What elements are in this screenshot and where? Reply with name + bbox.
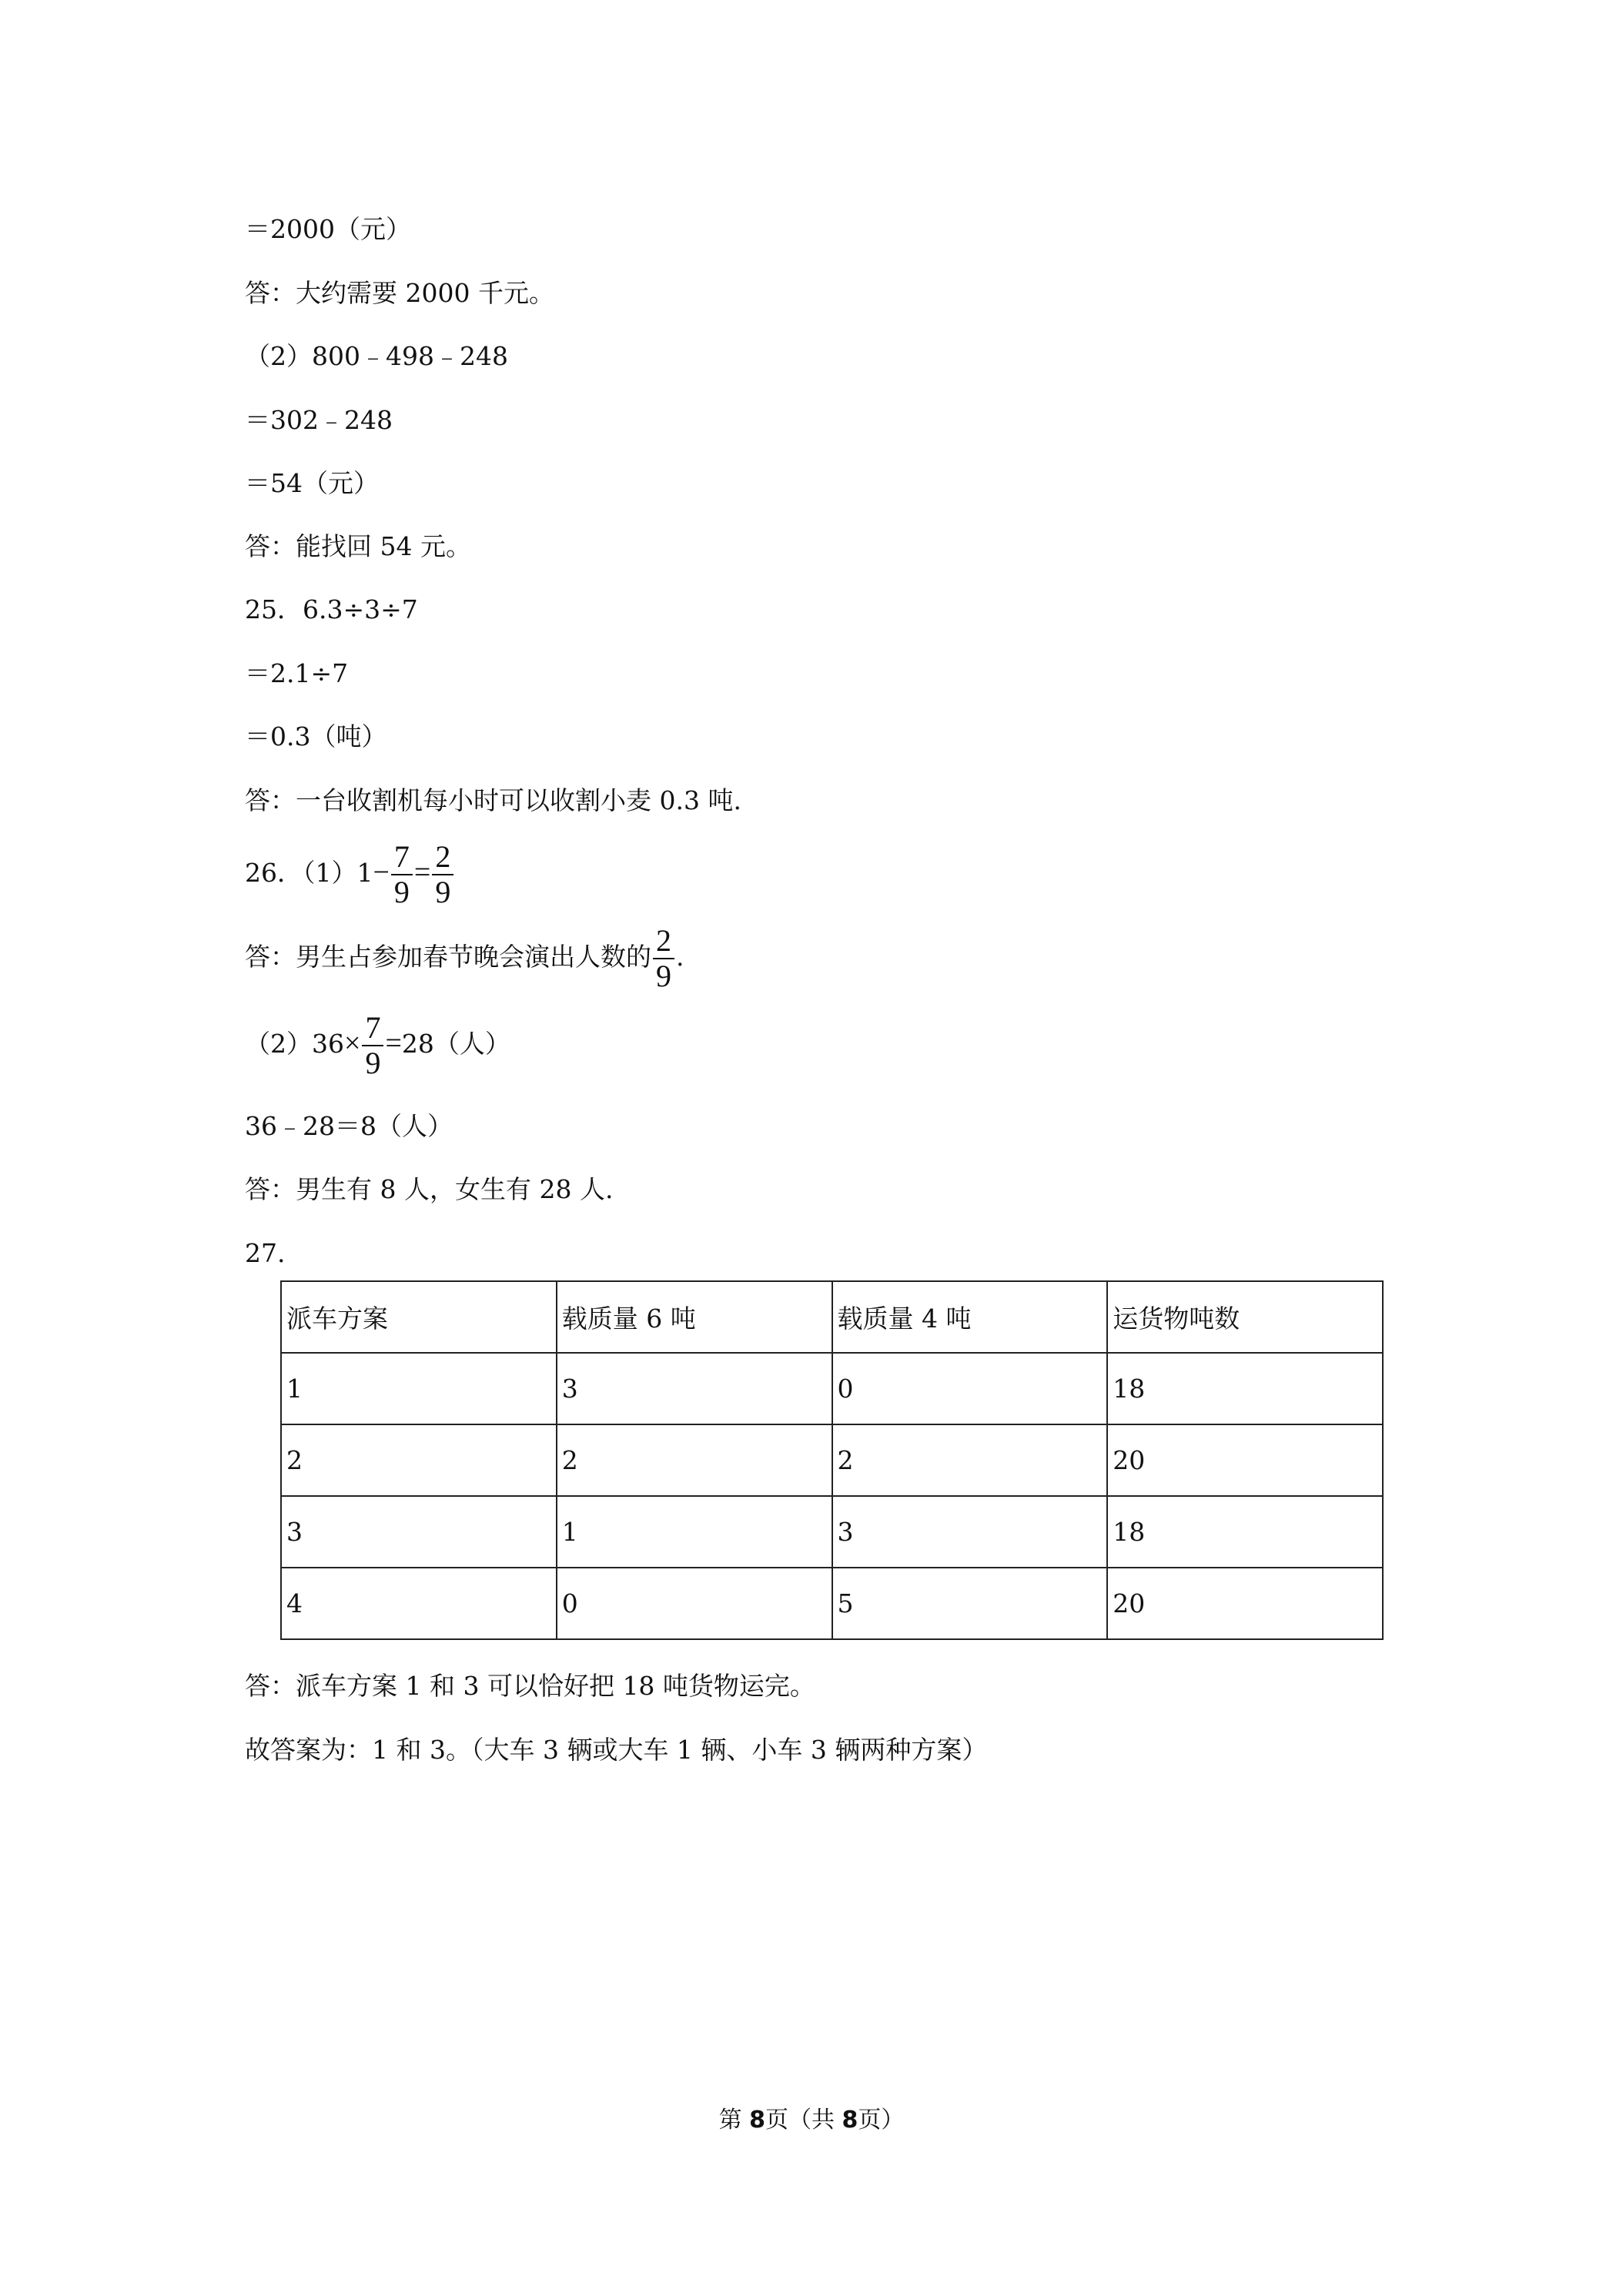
text-line: ＝0.3（吨） (245, 721, 387, 751)
table-cell: 3 (281, 1496, 557, 1568)
text-line: ＝54（元） (245, 468, 379, 498)
fraction-denominator: 9 (365, 1046, 381, 1080)
equals-sign: = (413, 856, 431, 889)
page-footer (0, 2100, 1623, 2134)
table-cell: 20 (1107, 1568, 1383, 1639)
page-total: 8 (842, 2107, 858, 2134)
table-cell: 18 (1107, 1353, 1383, 1424)
q26-2-suffix: 28（人） (401, 1029, 510, 1059)
table-cell: 4 (281, 1568, 557, 1639)
table-cell: 2 (281, 1424, 557, 1496)
table-header-cell: 派车方案 (281, 1281, 557, 1353)
question-26-part2 (245, 1009, 510, 1080)
footer-pre: 第 (718, 2107, 750, 2134)
table-cell: 0 (832, 1353, 1108, 1424)
table-header-row (281, 1281, 1383, 1353)
text-line: ＝2.1÷7 (245, 658, 349, 688)
answer-line: 答：派车方案 1 和 3 可以恰好把 18 吨货物运完。 (245, 1671, 815, 1701)
page-number: 8 (749, 2107, 765, 2134)
fraction-numerator: 7 (391, 840, 413, 875)
conclusion-line: 故答案为：1 和 3。（大车 3 辆或大车 1 辆、小车 3 辆两种方案） (245, 1735, 988, 1765)
answer-26-part1 (245, 922, 684, 993)
text-line: （2）800﹣498﹣248 (245, 341, 508, 371)
footer-post: 页） (858, 2107, 905, 2134)
q26-2-prefix: （2）36 (245, 1029, 344, 1059)
text-line: ＝2000（元） (245, 214, 411, 244)
table-cell: 3 (832, 1496, 1108, 1568)
question-27: 27. (245, 1238, 286, 1268)
footer-mid: 页（共 (765, 2107, 842, 2134)
table-row (281, 1568, 1383, 1639)
table-cell: 1 (557, 1496, 832, 1568)
table-row (281, 1353, 1383, 1424)
table-cell: 0 (557, 1568, 832, 1639)
text-line: 36﹣28＝8（人） (245, 1111, 453, 1141)
fraction (653, 924, 674, 993)
fraction (391, 840, 413, 909)
table-cell: 5 (832, 1568, 1108, 1639)
table-cell: 1 (281, 1353, 557, 1424)
fraction-denominator: 9 (656, 959, 671, 993)
fraction-denominator: 9 (393, 875, 410, 909)
table-cell: 3 (557, 1353, 832, 1424)
table-header-cell: 载质量 4 吨 (832, 1281, 1108, 1353)
dispatch-plan-table (280, 1280, 1384, 1640)
table-cell: 2 (557, 1424, 832, 1496)
fraction (362, 1011, 383, 1080)
table-cell: 2 (832, 1424, 1108, 1496)
fraction-denominator: 9 (435, 875, 451, 909)
answer-text: 答：男生占参加春节晚会演出人数的 (245, 942, 651, 972)
table-header-cell: 运货物吨数 (1107, 1281, 1383, 1353)
answer-line: 答：男生有 8 人，女生有 28 人. (245, 1174, 614, 1204)
fraction (432, 840, 453, 909)
period: . (676, 942, 684, 972)
table-cell: 20 (1107, 1424, 1383, 1496)
table-cell: 18 (1107, 1496, 1383, 1568)
answer-line: 答：能找回 54 元。 (245, 531, 471, 561)
answer-line: 答：一台收割机每小时可以收割小麦 0.3 吨. (245, 785, 741, 815)
table-header-cell: 载质量 6 吨 (557, 1281, 832, 1353)
answer-line: 答：大约需要 2000 千元。 (245, 278, 554, 308)
minus-sign: − (373, 856, 390, 889)
fraction-numerator: 2 (432, 840, 453, 875)
times-sign: × (344, 1027, 361, 1059)
question-26-part1 (245, 838, 455, 909)
fraction-numerator: 7 (362, 1011, 383, 1046)
table-row (281, 1496, 1383, 1568)
fraction-numerator: 2 (653, 924, 674, 959)
table-row (281, 1424, 1383, 1496)
text-line: ＝302﹣248 (245, 405, 393, 435)
question-25: 25．6.3÷3÷7 (245, 594, 418, 624)
q26-prefix: 26．（1）1 (245, 858, 373, 888)
equals-sign: = (385, 1027, 402, 1059)
